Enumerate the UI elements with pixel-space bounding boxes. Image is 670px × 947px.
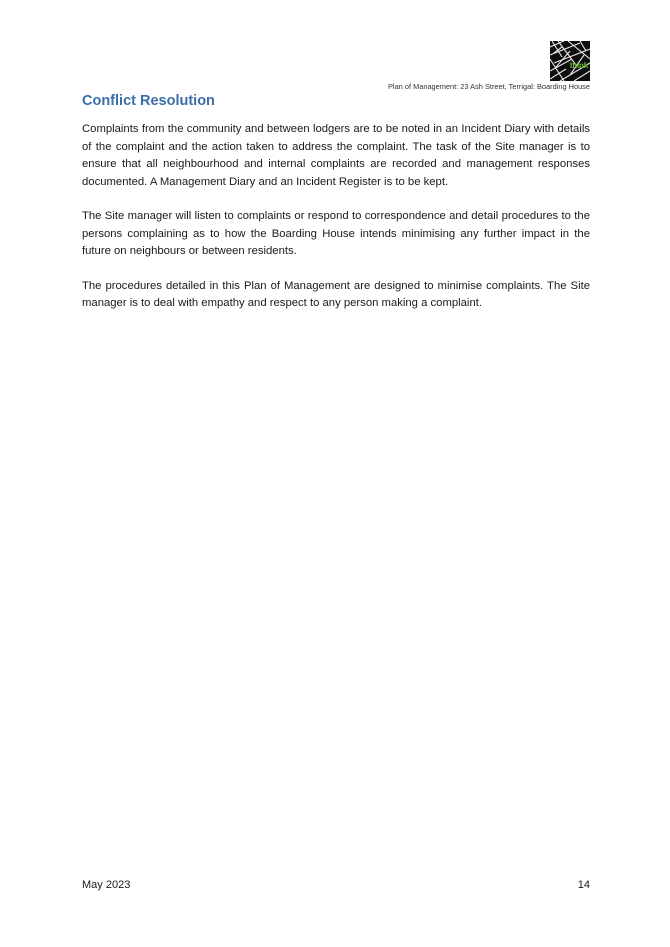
paragraph: Complaints from the community and between lodgers are to be noted in an Incident Diary with details of the complaint and the action taken to address the complaint. The task of the Site manager is to ensure that all neighbourhood and internal complaints are recorded and management responses documented. A Management Diary and an Incident Register is to be kept. [82, 123, 590, 188]
company-logo [550, 41, 590, 81]
logo-wordmark: think [569, 61, 588, 70]
footer-date: May 2023 [82, 879, 131, 891]
paragraph: The Site manager will listen to complaints or respond to correspondence and detail procedures to the persons complaining as to how the Boarding House intends minimising any further impact in the future on neighbours or between residents. [82, 210, 590, 257]
section-body [82, 121, 590, 330]
running-header: Plan of Management: 23 Ash Street, Terrigal: Boarding House [388, 82, 590, 91]
paragraph: The procedures detailed in this Plan of Management are designed to minimise complaints. The Site manager is to deal with empathy and respect to any person making a complaint. [82, 279, 590, 309]
page-number: 14 [577, 879, 590, 891]
section-title: Conflict Resolution [82, 93, 215, 109]
